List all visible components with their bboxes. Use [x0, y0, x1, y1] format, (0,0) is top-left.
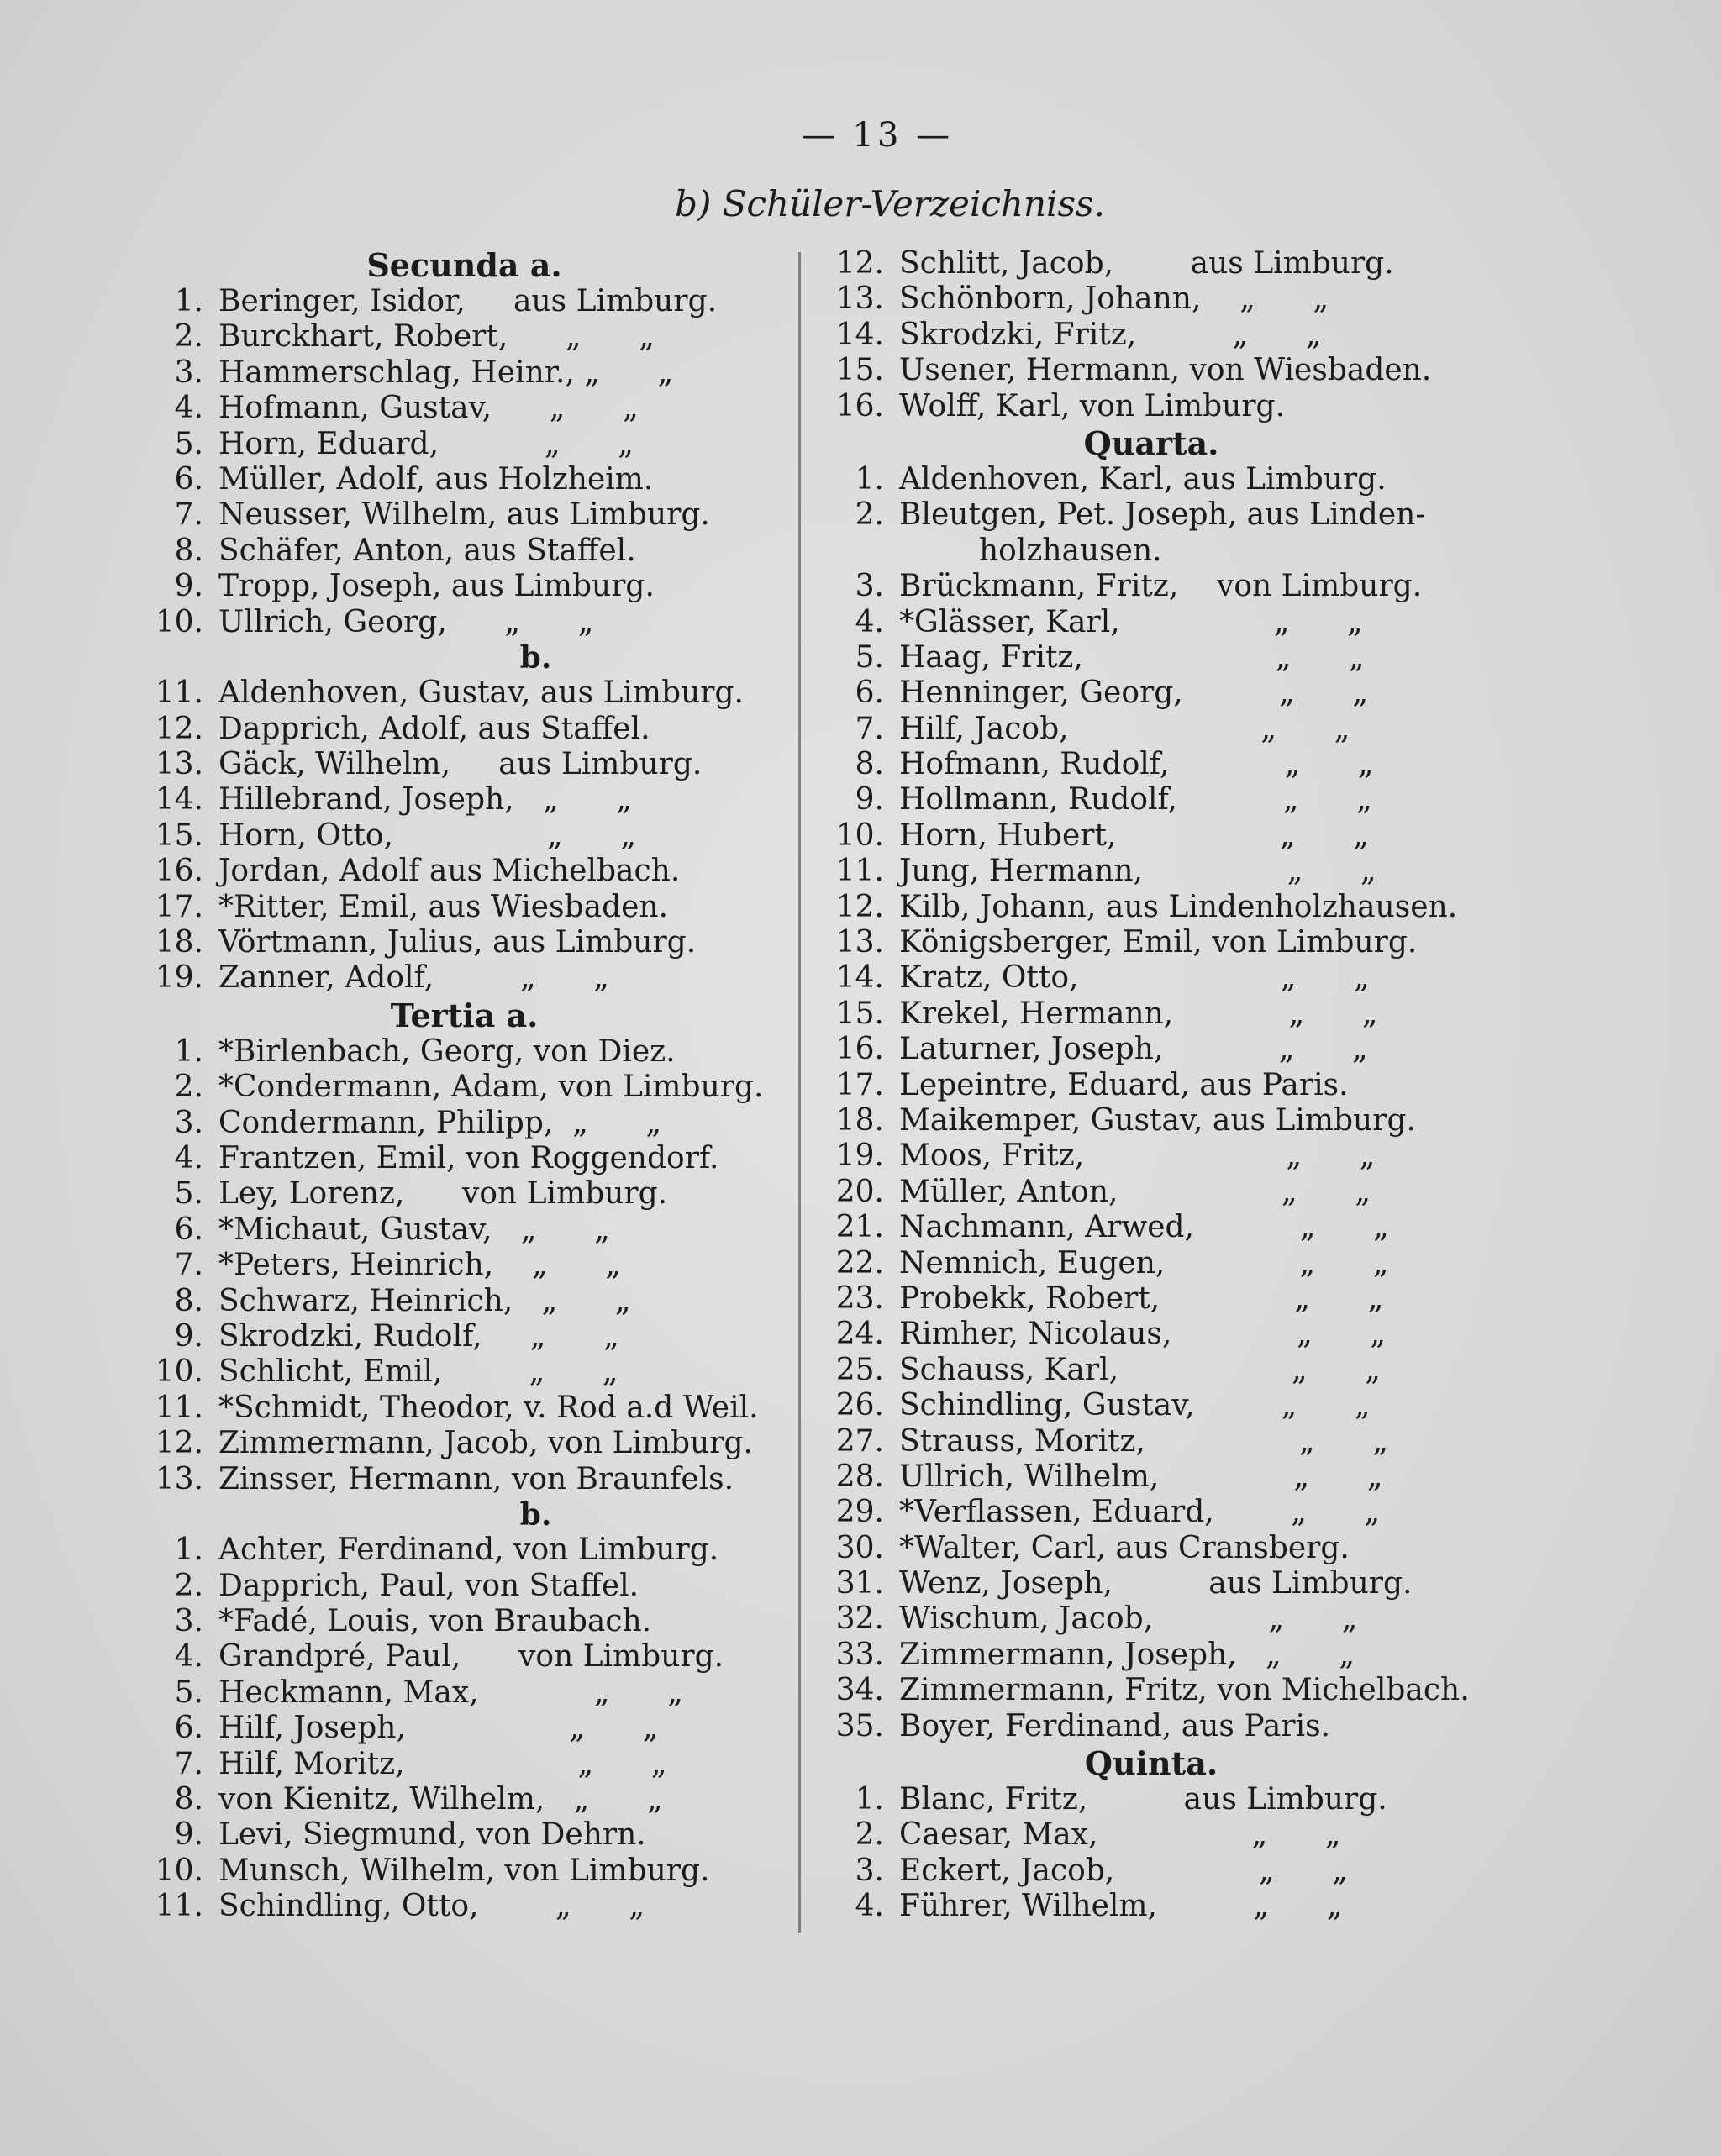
student-entry: Laturner, Joseph, „ „ — [899, 1032, 1368, 1067]
student-entry: Zimmermann, Jacob, von Limburg. — [218, 1426, 753, 1461]
student-number — [832, 534, 884, 569]
student-entry: Hammerschlag, Heinr., „ „ — [218, 355, 674, 390]
section-title: Quinta. — [1084, 1744, 1218, 1783]
student-entry: Levi, Siegmund, von Dehrn. — [218, 1817, 646, 1853]
student-row — [151, 1462, 777, 1497]
student-row — [151, 890, 777, 925]
right-column — [832, 246, 1471, 1925]
student-entry: Schindling, Gustav, „ „ — [899, 1388, 1371, 1423]
class-section — [151, 640, 777, 996]
student-row — [151, 960, 777, 996]
class-section — [151, 1497, 777, 1925]
student-entry: Horn, Eduard, „ „ — [218, 426, 634, 461]
student-number: 22. — [835, 1245, 884, 1280]
student-row — [151, 391, 777, 426]
section-title: Quarta. — [1083, 423, 1219, 462]
student-number: 15. — [835, 353, 884, 388]
student-row — [832, 1317, 1471, 1352]
student-row — [832, 462, 1471, 497]
student-number: 4. — [174, 391, 203, 426]
student-entry: Hollmann, Rudolf, „ „ — [899, 782, 1372, 818]
student-number: 14. — [155, 782, 203, 818]
student-entry: Hilf, Jacob, „ „ — [899, 711, 1350, 746]
student-row — [832, 353, 1471, 388]
student-row — [151, 605, 777, 640]
student-entry: *Schmidt, Theodor, v. Rod a.d Weil. — [218, 1390, 759, 1425]
student-row — [832, 534, 1471, 569]
student-number: 1. — [855, 461, 884, 497]
student-row — [832, 818, 1471, 854]
student-row — [151, 1106, 777, 1141]
student-entry: *Glässer, Karl, „ „ — [899, 604, 1363, 639]
student-row — [832, 676, 1471, 711]
class-section — [151, 246, 777, 640]
student-row — [832, 960, 1471, 996]
student-number: 6. — [174, 1212, 203, 1247]
student-row — [151, 497, 777, 533]
student-entry: Jordan, Adolf aus Michelbach. — [218, 854, 681, 889]
student-row — [832, 782, 1471, 818]
student-number: 1. — [174, 284, 203, 318]
student-entry: Probekk, Robert, „ „ — [899, 1280, 1384, 1316]
student-row — [832, 1388, 1471, 1423]
student-entry: Hilf, Moritz, „ „ — [218, 1746, 667, 1781]
student-number: 2. — [174, 319, 203, 355]
student-entry: *Fadé, Louis, von Braubach. — [218, 1604, 652, 1639]
student-entry: Zimmermann, Joseph, „ „ — [899, 1637, 1355, 1672]
student-row — [151, 676, 777, 711]
student-entry: Skrodzki, Fritz, „ „ — [899, 317, 1322, 352]
student-number: 11. — [155, 1390, 203, 1425]
student-row — [832, 1817, 1471, 1853]
student-entry: Usener, Hermann, von Wiesbaden. — [899, 353, 1432, 388]
student-entry: Moos, Fritz, „ „ — [899, 1138, 1376, 1174]
student-number: 7. — [174, 1746, 203, 1781]
student-row — [151, 1569, 777, 1604]
student-entry: Frantzen, Emil, von Roggendorf. — [218, 1140, 719, 1175]
student-number: 19. — [155, 960, 203, 996]
student-row — [151, 1354, 777, 1390]
student-number: 10. — [155, 1853, 203, 1888]
student-number: 26. — [835, 1388, 884, 1423]
student-number: 10. — [155, 604, 203, 639]
column-divider — [798, 252, 801, 1933]
student-number: 8. — [174, 1283, 203, 1318]
student-row — [832, 1673, 1471, 1708]
student-number: 13. — [155, 747, 203, 782]
student-entry: *Walter, Carl, aus Cransberg. — [899, 1530, 1350, 1565]
student-row — [151, 1141, 777, 1176]
student-row — [151, 1319, 777, 1354]
student-row — [832, 1495, 1471, 1530]
section-title: Tertia a. — [390, 996, 539, 1034]
student-entry: Führer, Wilhelm, „ „ — [899, 1889, 1343, 1924]
student-number: 16. — [835, 388, 884, 423]
student-entry: Schäfer, Anton, aus Staffel. — [218, 533, 636, 568]
student-row — [151, 1604, 777, 1639]
student-row — [151, 284, 777, 319]
student-entry: Rimher, Nicolaus, „ „ — [899, 1317, 1387, 1352]
student-entry: Blanc, Fritz, aus Limburg. — [899, 1782, 1387, 1817]
student-number: 25. — [835, 1352, 884, 1387]
section-title: Secunda a. — [366, 246, 562, 284]
student-entry: Königsberger, Emil, von Limburg. — [899, 925, 1418, 960]
student-row — [151, 1711, 777, 1746]
student-row — [832, 1459, 1471, 1495]
student-row — [832, 1353, 1471, 1388]
student-row — [832, 1281, 1471, 1317]
student-number: 11. — [155, 1889, 203, 1924]
student-number: 5. — [174, 426, 203, 461]
student-row — [832, 854, 1471, 889]
student-number: 17. — [835, 1067, 884, 1102]
student-row — [832, 1103, 1471, 1138]
student-entry: Brückmann, Fritz, von Limburg. — [899, 569, 1423, 604]
student-entry: Nachmann, Arwed, „ „ — [899, 1210, 1389, 1245]
student-row — [151, 462, 777, 497]
student-row — [832, 1068, 1471, 1103]
student-row — [832, 1032, 1471, 1067]
student-entry: *Verflassen, Eduard, „ „ — [899, 1495, 1381, 1530]
student-number: 1. — [174, 1533, 203, 1568]
student-entry: Heckmann, Max, „ „ — [218, 1675, 683, 1710]
student-entry: Bleutgen, Pet. Joseph, aus Linden- — [899, 497, 1426, 533]
student-entry: Haag, Fritz, „ „ — [899, 639, 1365, 675]
student-number: 1. — [174, 1033, 203, 1069]
class-section — [832, 424, 1471, 1744]
student-entry: Ullrich, Georg, „ „ — [218, 604, 594, 639]
student-number: 5. — [174, 1176, 203, 1212]
student-number: 13. — [835, 925, 884, 960]
student-entry: Aldenhoven, Gustav, aus Limburg. — [218, 676, 744, 711]
student-entry: Kilb, Johann, aus Lindenholzhausen. — [899, 889, 1458, 924]
student-entry: Strauss, Moritz, „ „ — [899, 1423, 1389, 1459]
student-number: 9. — [174, 1318, 203, 1354]
student-row — [832, 890, 1471, 925]
student-number: 8. — [855, 747, 884, 782]
student-entry: *Peters, Heinrich, „ „ — [218, 1248, 621, 1283]
student-entry: Wenz, Joseph, aus Limburg. — [899, 1566, 1413, 1601]
student-row — [151, 1854, 777, 1889]
student-number: 13. — [835, 281, 884, 317]
student-entry: Wolff, Karl, von Limburg. — [899, 388, 1286, 423]
student-entry: *Birlenbach, Georg, von Diez. — [218, 1033, 676, 1069]
student-number: 19. — [835, 1138, 884, 1174]
student-row — [832, 712, 1471, 747]
student-number: 5. — [174, 1675, 203, 1710]
student-row — [832, 389, 1471, 424]
student-entry: Boyer, Ferdinand, aus Paris. — [899, 1708, 1331, 1743]
student-number: 4. — [174, 1639, 203, 1675]
student-number: 13. — [155, 1461, 203, 1496]
student-row — [832, 1889, 1471, 1924]
student-entry: Dapprich, Paul, von Staffel. — [218, 1568, 639, 1603]
student-row — [832, 281, 1471, 317]
student-row — [832, 1601, 1471, 1637]
student-entry: Schwarz, Heinrich, „ „ — [218, 1283, 631, 1318]
student-entry: Hofmann, Gustav, „ „ — [218, 391, 639, 426]
student-row — [832, 497, 1471, 533]
student-row — [832, 246, 1471, 281]
student-row — [832, 1638, 1471, 1673]
student-number: 8. — [174, 533, 203, 568]
student-row — [832, 640, 1471, 676]
student-row — [151, 319, 777, 355]
student-entry: *Condermann, Adam, von Limburg. — [218, 1070, 764, 1105]
student-entry: Zinsser, Hermann, von Braunfels. — [218, 1461, 734, 1496]
student-row — [151, 818, 777, 854]
student-number: 28. — [835, 1459, 884, 1494]
student-entry: Schlitt, Jacob, aus Limburg. — [899, 246, 1394, 281]
page-heading: b) Schüler-Verzeichniss. — [675, 183, 1105, 224]
student-number: 7. — [174, 497, 203, 533]
student-row — [151, 1426, 777, 1461]
student-row — [832, 1424, 1471, 1459]
student-entry: Maikemper, Gustav, aus Limburg. — [899, 1102, 1416, 1138]
student-number: 17. — [155, 889, 203, 924]
student-entry: Zanner, Adolf, „ „ — [218, 960, 609, 996]
student-entry: Nemnich, Eugen, „ „ — [899, 1245, 1389, 1280]
student-row — [151, 1212, 777, 1248]
student-entry: Gäck, Wilhelm, aus Limburg. — [218, 747, 703, 782]
student-number: 18. — [835, 1102, 884, 1138]
student-number: 4. — [855, 604, 884, 639]
student-entry: Caesar, Max, „ „ — [899, 1817, 1341, 1853]
student-number: 34. — [835, 1673, 884, 1708]
subsection-title: b. — [519, 1496, 552, 1533]
student-entry: Tropp, Joseph, aus Limburg. — [218, 569, 655, 604]
student-number: 14. — [835, 960, 884, 996]
student-row — [151, 1533, 777, 1568]
student-row — [151, 747, 777, 782]
student-number: 29. — [835, 1495, 884, 1530]
student-entry: Hilf, Joseph, „ „ — [218, 1711, 659, 1746]
student-number: 16. — [835, 1032, 884, 1067]
student-entry: Müller, Anton, „ „ — [899, 1174, 1371, 1209]
student-number: 12. — [155, 1426, 203, 1461]
student-number: 15. — [835, 996, 884, 1031]
student-row — [151, 854, 777, 889]
student-row — [151, 355, 777, 391]
student-row — [151, 1747, 777, 1782]
student-entry: Grandpré, Paul, von Limburg. — [218, 1639, 724, 1675]
student-entry: Dapprich, Adolf, aus Staffel. — [218, 711, 650, 746]
student-number: 6. — [174, 1711, 203, 1746]
student-number: 31. — [835, 1566, 884, 1601]
class-section — [832, 246, 1471, 424]
student-number: 12. — [835, 889, 884, 924]
student-number: 3. — [174, 1604, 203, 1639]
class-section — [832, 1744, 1471, 1925]
student-number: 5. — [855, 639, 884, 675]
student-number: 2. — [855, 497, 884, 533]
student-entry: Müller, Adolf, aus Holzheim. — [218, 461, 654, 497]
student-number: 30. — [835, 1530, 884, 1565]
student-row — [151, 1248, 777, 1283]
student-row — [832, 1246, 1471, 1281]
student-row — [832, 1531, 1471, 1566]
student-entry: Henninger, Georg, „ „ — [899, 676, 1369, 711]
student-number: 24. — [835, 1317, 884, 1352]
student-row — [151, 782, 777, 818]
student-row — [832, 1138, 1471, 1174]
student-row — [832, 1709, 1471, 1744]
student-entry: Beringer, Isidor, aus Limburg. — [218, 284, 718, 318]
student-number: 9. — [174, 1817, 203, 1853]
student-number: 12. — [835, 246, 884, 281]
page-number: — 13 — — [801, 116, 954, 155]
student-row — [151, 427, 777, 462]
student-number: 9. — [855, 782, 884, 818]
student-number: 27. — [835, 1423, 884, 1459]
class-section — [151, 996, 777, 1497]
student-entry: Jung, Hermann, „ „ — [899, 854, 1376, 889]
student-entry: Krekel, Hermann, „ „ — [899, 996, 1378, 1031]
student-entry: *Michaut, Gustav, „ „ — [218, 1212, 610, 1247]
student-number: 7. — [855, 711, 884, 746]
student-entry: Aldenhoven, Karl, aus Limburg. — [899, 461, 1387, 497]
student-number: 3. — [174, 355, 203, 390]
student-entry: Zimmermann, Fritz, von Michelbach. — [899, 1673, 1470, 1708]
student-number: 20. — [835, 1174, 884, 1209]
student-number: 2. — [174, 1070, 203, 1105]
student-number: 9. — [174, 569, 203, 604]
student-entry: Schönborn, Johann, „ „ — [899, 281, 1329, 317]
student-number: 3. — [855, 1853, 884, 1888]
student-row — [151, 1391, 777, 1426]
student-row — [832, 318, 1471, 353]
student-row — [151, 1675, 777, 1711]
student-number: 23. — [835, 1280, 884, 1316]
student-row — [832, 747, 1471, 782]
student-number: 4. — [174, 1140, 203, 1175]
student-number: 2. — [174, 1568, 203, 1603]
student-row — [832, 1566, 1471, 1601]
student-entry: Ley, Lorenz, von Limburg. — [218, 1176, 668, 1212]
student-row — [832, 605, 1471, 640]
student-row — [832, 996, 1471, 1032]
student-number: 14. — [835, 317, 884, 352]
student-number: 3. — [855, 569, 884, 604]
student-number: 18. — [155, 925, 203, 960]
student-entry: Kratz, Otto, „ „ — [899, 960, 1370, 996]
student-number: 2. — [855, 1817, 884, 1853]
student-row — [151, 569, 777, 604]
student-number: 6. — [855, 676, 884, 711]
student-row — [832, 1782, 1471, 1817]
student-number: 11. — [155, 676, 203, 711]
student-entry: Neusser, Wilhelm, aus Limburg. — [218, 497, 710, 533]
student-row — [151, 534, 777, 569]
student-number: 8. — [174, 1782, 203, 1817]
student-row — [151, 1639, 777, 1675]
student-number: 33. — [835, 1637, 884, 1672]
student-number: 7. — [174, 1248, 203, 1283]
student-number: 3. — [174, 1105, 203, 1140]
student-row — [151, 1782, 777, 1817]
student-entry: *Ritter, Emil, aus Wiesbaden. — [218, 889, 669, 924]
student-entry: Ullrich, Wilhelm, „ „ — [899, 1459, 1383, 1494]
student-number: 11. — [835, 854, 884, 889]
student-number: 12. — [155, 711, 203, 746]
subsection-title: b. — [519, 639, 552, 676]
student-row — [832, 1210, 1471, 1245]
student-entry: Eckert, Jacob, „ „ — [899, 1853, 1348, 1888]
student-number: 16. — [155, 854, 203, 889]
student-entry: holzhausen. — [979, 533, 1162, 568]
student-number: 32. — [835, 1601, 884, 1637]
student-number: 10. — [155, 1354, 203, 1390]
student-entry: von Kienitz, Wilhelm, „ „ — [218, 1782, 663, 1817]
student-row — [151, 712, 777, 747]
student-number: 35. — [835, 1708, 884, 1743]
student-row — [151, 1034, 777, 1070]
student-number: 6. — [174, 461, 203, 497]
student-row — [151, 1070, 777, 1105]
student-entry: Schlicht, Emil, „ „ — [218, 1354, 618, 1390]
student-entry: Schauss, Karl, „ „ — [899, 1352, 1381, 1387]
student-number: 1. — [855, 1782, 884, 1817]
student-entry: Burckhart, Robert, „ „ — [218, 319, 655, 355]
student-entry: Schindling, Otto, „ „ — [218, 1889, 645, 1924]
student-entry: Lepeintre, Eduard, aus Paris. — [899, 1067, 1349, 1102]
student-entry: Horn, Hubert, „ „ — [899, 818, 1369, 853]
student-row — [832, 1854, 1471, 1889]
student-entry: Horn, Otto, „ „ — [218, 818, 636, 853]
left-column — [151, 246, 777, 1925]
student-entry: Condermann, Philipp, „ „ — [218, 1105, 662, 1140]
student-entry: Munsch, Wilhelm, von Limburg. — [218, 1853, 710, 1888]
student-entry: Skrodzki, Rudolf, „ „ — [218, 1318, 619, 1354]
student-entry: Hofmann, Rudolf, „ „ — [899, 747, 1374, 782]
student-number: 21. — [835, 1210, 884, 1245]
student-row — [151, 925, 777, 960]
student-entry: Achter, Ferdinand, von Limburg. — [218, 1533, 719, 1568]
student-number: 4. — [855, 1889, 884, 1924]
student-entry: Vörtmann, Julius, aus Limburg. — [218, 925, 697, 960]
student-row — [832, 925, 1471, 960]
student-row — [151, 1817, 777, 1853]
student-row — [832, 1175, 1471, 1210]
student-number: 10. — [835, 818, 884, 853]
student-row — [832, 569, 1471, 604]
student-entry: Hillebrand, Joseph, „ „ — [218, 782, 632, 818]
student-number: 15. — [155, 818, 203, 853]
student-row — [151, 1284, 777, 1319]
student-row — [151, 1176, 777, 1212]
student-entry: Wischum, Jacob, „ „ — [899, 1601, 1358, 1637]
student-row — [151, 1889, 777, 1924]
